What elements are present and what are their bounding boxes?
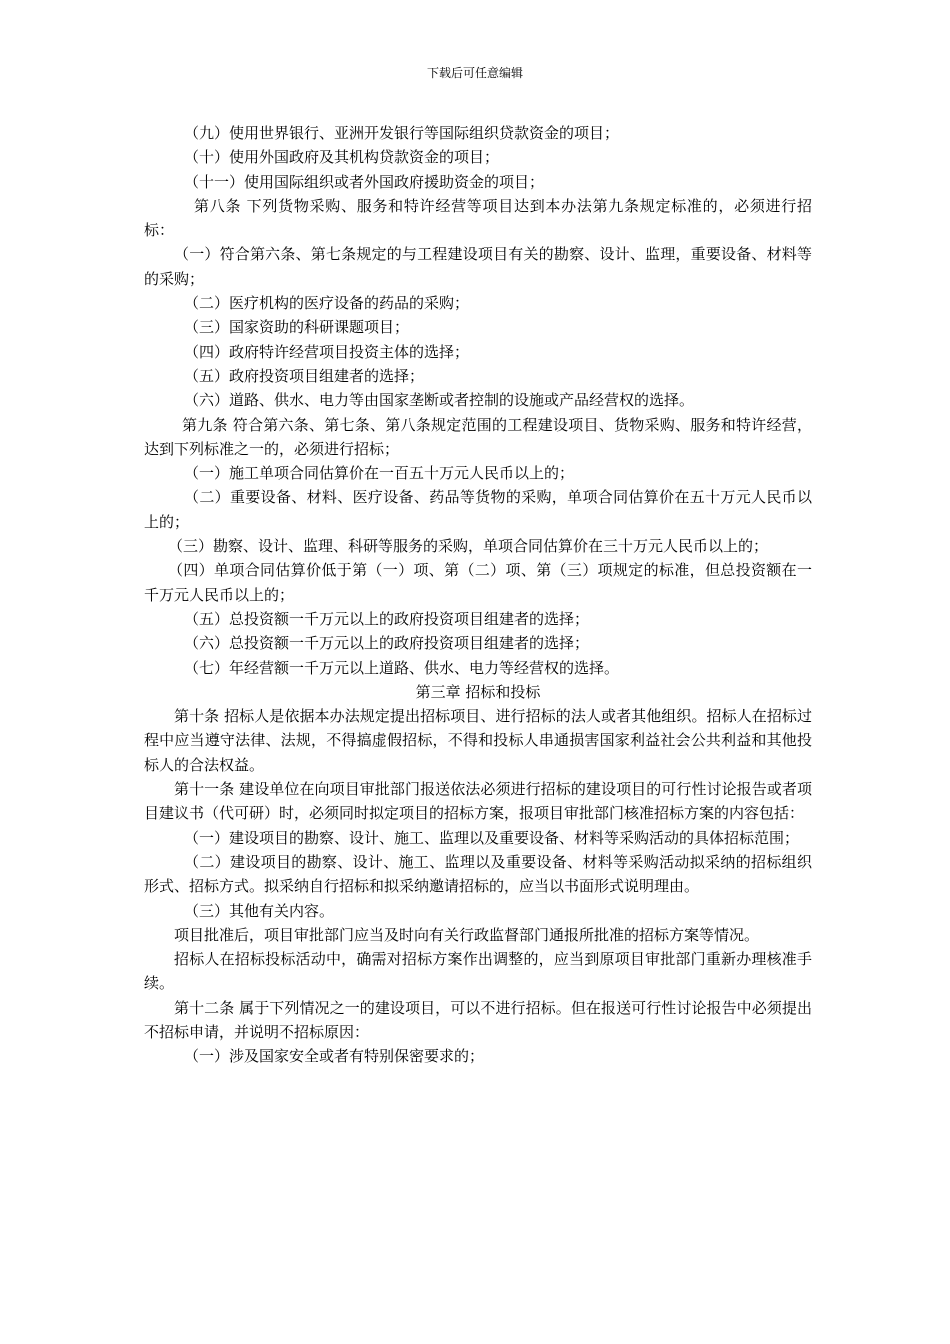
paragraph: （二）重要设备、材料、医疗设备、药品等货物的采购，单项合同估算价在五十万元人民币以上的； [144,488,812,531]
page-header: 下载后可任意编辑 [426,66,523,80]
paragraph: （六）总投资额一千万元以上的政府投资项目组建者的选择； [184,634,590,653]
paragraph: 第八条 下列货物采购、服务和特许经营等项目达到本办法第九条规定标准的，必须进行招标： [144,196,812,240]
paragraph: 项目批准后，项目审批部门应当及时向有关行政监督部门通报所批准的招标方案等情况。 [174,925,760,944]
paragraph: （一）涉及国家安全或者有特别保密要求的； [184,1047,485,1066]
paragraph: （五）政府投资项目组建者的选择； [184,366,425,385]
paragraph: 第十一条 建设单位在向项目审批部门报送依法必须进行招标的建设项目的可行性讨论报告或者项目建议书（代可研）时，必须同时拟定项目的招标方案，报项目审批部门核准招标方案的内容包括： [144,780,812,823]
paragraph: （三）国家资助的科研课题项目； [184,318,410,337]
paragraph: （四）单项合同估算价低于第（一）项、第（二）项、第（三）项规定的标准，但总投资额在一千万元人民币以上的； [144,561,812,604]
paragraph: （五）总投资额一千万元以上的政府投资项目组建者的选择； [184,609,590,628]
paragraph: （七）年经营额一千万元以上道路、供水、电力等经营权的选择。 [184,658,620,677]
paragraph: （三）勘察、设计、监理、科研等服务的采购，单项合同估算价在三十万元人民币以上的； [168,537,769,556]
paragraph: 第十条 招标人是依据本办法规定提出招标项目、进行招标的法人或者其他组织。招标人在招标过程中应当遵守法律、法规，不得搞虚假招标，不得和投标人串通损害国家利益社会公共利益和其他投标人的合法权益。 [144,707,812,774]
paragraph: （一）符合第六条、第七条规定的与工程建设项目有关的勘察、设计、监理，重要设备、材料等的采购； [144,245,812,288]
paragraph: （一）建设项目的勘察、设计、施工、监理以及重要设备、材料等采购活动的具体招标范围； [184,828,800,847]
paragraph: （六）道路、供水、电力等由国家垄断或者控制的设施或产品经营权的选择。 [184,391,695,410]
paragraph: （四）政府特许经营项目投资主体的选择； [184,342,470,361]
paragraph: （十一）使用国际组织或者外国政府援助资金的项目； [184,172,545,191]
paragraph: （二）建设项目的勘察、设计、施工、监理以及重要设备、材料等采购活动拟采纳的招标组织形式、招标方式。拟采纳自行招标和拟采纳邀请招标的，应当以书面形式说明理由。 [144,852,812,896]
paragraph: （九）使用世界银行、亚洲开发银行等国际组织贷款资金的项目； [184,124,620,142]
paragraph: （十）使用外国政府及其机构贷款资金的项目； [184,148,500,167]
document-body [144,121,812,1069]
paragraph: （三）其他有关内容。 [184,901,335,920]
chapter-heading: 第三章 招标和投标 [415,682,541,701]
paragraph: （二）医疗机构的医疗设备的药品的采购； [184,294,470,313]
paragraph: 第九条 符合第六条、第七条、第八条规定范围的工程建设项目、货物采购、服务和特许经营，达到下列标准之一的，必须进行招标； [144,415,812,458]
paragraph: （一）施工单项合同估算价在一百五十万元人民币以上的； [184,464,575,483]
paragraph: 第十二条 属于下列情况之一的建设项目，可以不进行招标。但在报送可行性讨论报告中必须提出不招标申请，并说明不招标原因： [144,998,812,1041]
paragraph: 招标人在招标投标活动中，确需对招标方案作出调整的，应当到原项目审批部门重新办理核准手续。 [144,950,812,993]
